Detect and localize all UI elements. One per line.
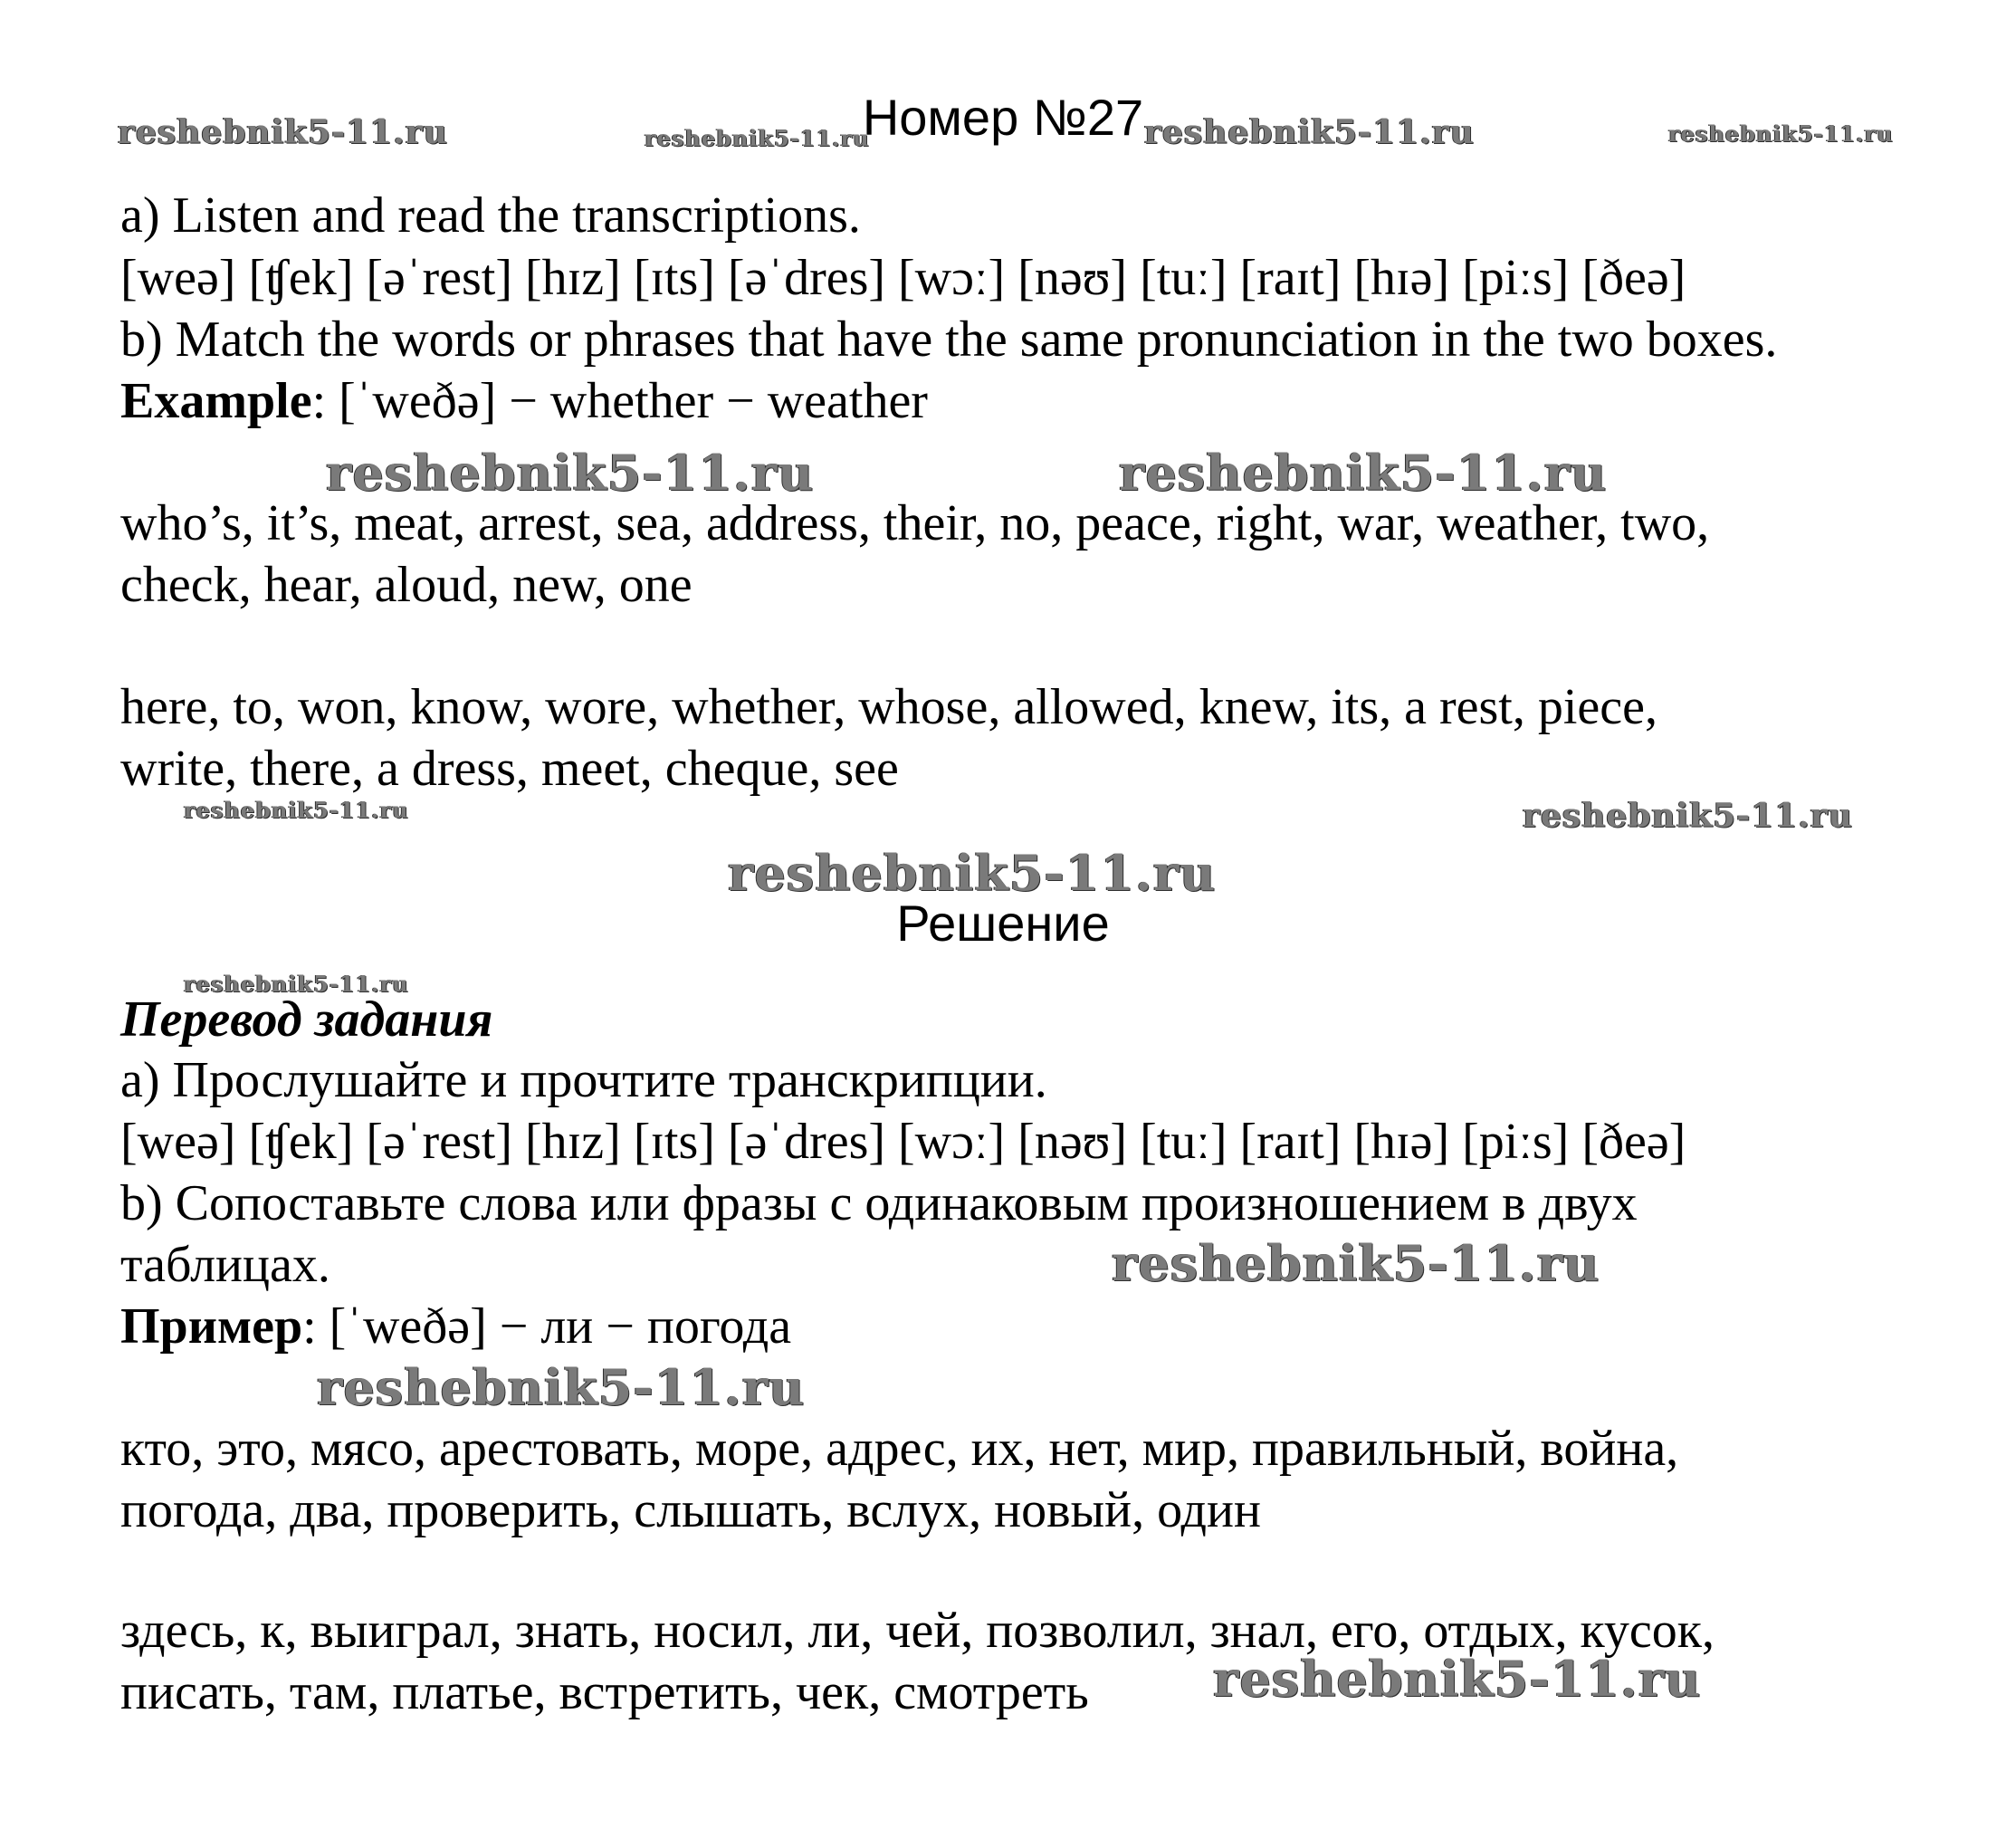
watermark: reshebnik5-11.ru: [1119, 444, 1608, 502]
example-text: : [ˈweðə] − ли − погода: [302, 1298, 792, 1355]
solution-box1-line2: погода, два, проверить, слышать, вслух, новый, один: [120, 1482, 1261, 1538]
translation-heading: Перевод задания: [120, 991, 493, 1048]
task-box2-line2: write, there, a dress, meet, cheque, see: [120, 741, 899, 797]
page-title: Номер №27: [862, 89, 1144, 146]
solution-title: Решение: [896, 895, 1110, 952]
watermark: reshebnik5-11.ru: [118, 113, 448, 151]
solution-example: [120, 1297, 791, 1356]
watermark: reshebnik5-11.ru: [184, 971, 409, 997]
watermark: reshebnik5-11.ru: [1523, 797, 1853, 835]
watermark: reshebnik5-11.ru: [645, 125, 870, 151]
solution-box1-line1: кто, это, мясо, арестовать, море, адрес, их, нет, мир, правильный, война,: [120, 1421, 1679, 1477]
watermark: reshebnik5-11.ru: [1144, 113, 1475, 151]
watermark: reshebnik5-11.ru: [184, 797, 409, 823]
task-box1-line2: check, hear, aloud, new, one: [120, 557, 693, 613]
solution-box2-line2: писать, там, платье, встретить, чек, смотреть: [120, 1664, 1089, 1720]
watermark: reshebnik5-11.ru: [728, 844, 1217, 902]
solution-b-instruction-line1: b) Сопоставьте слова или фразы с одинаковым произношением в двух: [120, 1175, 1638, 1231]
example-label: Пример: [120, 1298, 303, 1355]
solution-box2-line1: здесь, к, выиграл, знать, носил, ли, чей, позволил, знал, его, отдых, кусок,: [120, 1603, 1715, 1659]
task-box1-line1: who’s, it’s, meat, arrest, sea, address, their, no, peace, right, war, weather, two,: [120, 495, 1710, 551]
solution-b-instruction-line2: таблицах.: [120, 1237, 330, 1293]
task-example: [120, 371, 928, 431]
watermark: reshebnik5-11.ru: [317, 1358, 806, 1416]
example-text: : [ˈweðə] − whether − weather: [311, 373, 928, 429]
task-b-instruction: b) Match the words or phrases that have the same pronunciation in the two boxes.: [120, 311, 1778, 368]
solution-a-instruction: a) Прослушайте и прочтите транскрипции.: [120, 1052, 1047, 1108]
watermark: reshebnik5-11.ru: [1668, 120, 1894, 147]
task-box2-line1: here, to, won, know, wore, whether, whose, allowed, knew, its, a rest, piece,: [120, 679, 1657, 735]
watermark: reshebnik5-11.ru: [1213, 1650, 1702, 1708]
watermark: reshebnik5-11.ru: [1112, 1234, 1600, 1292]
watermark: reshebnik5-11.ru: [326, 444, 815, 502]
task-transcriptions: [weə] [ʧek] [əˈrest] [hɪz] [ɪts] [əˈdres] [wɔː] [nəʊ] [tuː] [raɪt] [hɪə] [piːs] [ðeə]: [120, 250, 1686, 306]
task-a-instruction: a) Listen and read the transcriptions.: [120, 187, 861, 244]
example-label: Example: [120, 373, 312, 429]
solution-transcriptions: [weə] [ʧek] [əˈrest] [hɪz] [ɪts] [əˈdres] [wɔː] [nəʊ] [tuː] [raɪt] [hɪə] [piːs] [ðeə]: [120, 1114, 1686, 1170]
